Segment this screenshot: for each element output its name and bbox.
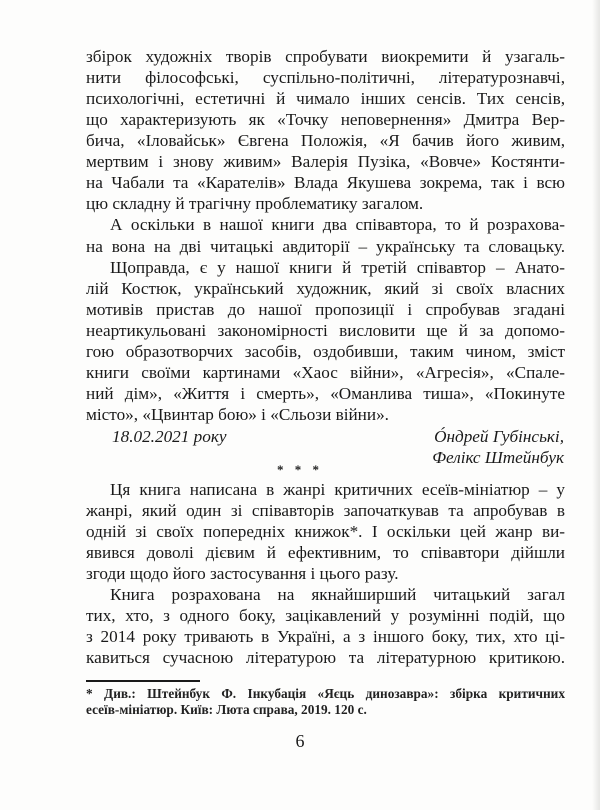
text-line: мотивів пристав до нашої пропозиції і спробував згадані	[86, 300, 565, 319]
text-line: ний дім», «Життя і смерть», «Оманлива тиша», «Покинуте	[86, 384, 565, 403]
signature-date: 18.02.2021 року	[112, 427, 227, 446]
page-number: 6	[295, 731, 305, 751]
text-line: Ця книга написана в жанрі критичних есеїв-мініатюр – у	[110, 480, 565, 499]
text-line: нити філософські, суспільно-політичні, літературознавчі,	[86, 68, 565, 87]
text-line: мертвим і знову живим» Валерія Пузіка, «Вовче» Костянти-	[86, 152, 565, 171]
text-line: на Чабали та «Карателів» Влада Якушева зокрема, так і всю	[86, 173, 565, 192]
text-line: цю складну й трагічну проблематику загалом.	[86, 194, 424, 213]
text-line: А оскільки в нашої книги два співавтора, то й розрахова-	[110, 215, 565, 234]
text-line: бича, «Іловайськ» Євгена Положія, «Я бачив його живим,	[86, 131, 565, 150]
text-line: книги своїми картинами «Хаос війни», «Агресія», «Спале-	[86, 363, 565, 382]
text-line: Щоправда, є у нашої книги й третій співавтор – Анато-	[110, 258, 565, 277]
signature-author: Фелікс Штейнбук	[432, 448, 564, 467]
text-line: психологічні, естетичні й чимало інших сенсів. Тих сенсів,	[86, 89, 565, 108]
page-edge	[592, 0, 600, 810]
text-line: збірок художніх творів спробувати виокремити й узагаль-	[86, 47, 565, 66]
text-line: кавиться сучасною літературою та літературною критикою.	[86, 648, 565, 667]
footnote-line: * Див.: Штейнбук Ф. Інкубація «Яєць динозавра»: збірка критичних	[86, 686, 565, 701]
footnote-line: есеїв-мініатюр. Київ: Люта справа, 2019. 120 с.	[86, 702, 367, 717]
text-line: згоди щодо його застосування і цього разу.	[86, 564, 399, 583]
text-line: лій Костюк, український художник, який зі своїх власних	[86, 279, 565, 298]
text-line: місто», «Цвинтар бою» і «Сльози війни».	[86, 405, 389, 424]
text-line: тих, хто, з одного боку, зацікавлений у розумінні подій, що	[86, 606, 565, 625]
text-line: одній зі своїх попередніх книжок*. І оскільки цей жанр ви-	[86, 522, 565, 541]
text-line: гою образотворчих засобів, оздобивши, таким чином, зміст	[86, 342, 565, 361]
footnote-rule	[86, 680, 200, 682]
text-line: неартикульовані закономірності висловити ще й за допомо-	[86, 321, 565, 340]
signature-author: Óндрей Губінські,	[434, 427, 564, 446]
text-line: що характеризують як «Точку неповернення» Дмитра Вер-	[86, 110, 565, 129]
text-line: явився доволі дієвим й ефективним, то співавтори дійшли	[86, 543, 565, 562]
text-line: Книга розрахована на якнайширший читацький загал	[110, 585, 565, 604]
text-line: з 2014 року тривають в Україні, а з іншого боку, тих, хто ці-	[86, 627, 565, 646]
text-line: жанрі, який один зі співавторів започаткував та апробував в	[86, 501, 565, 520]
text-line: на вона на дві читацькі авдиторії – українську та словацьку.	[86, 237, 565, 256]
section-separator: * * *	[277, 462, 323, 477]
